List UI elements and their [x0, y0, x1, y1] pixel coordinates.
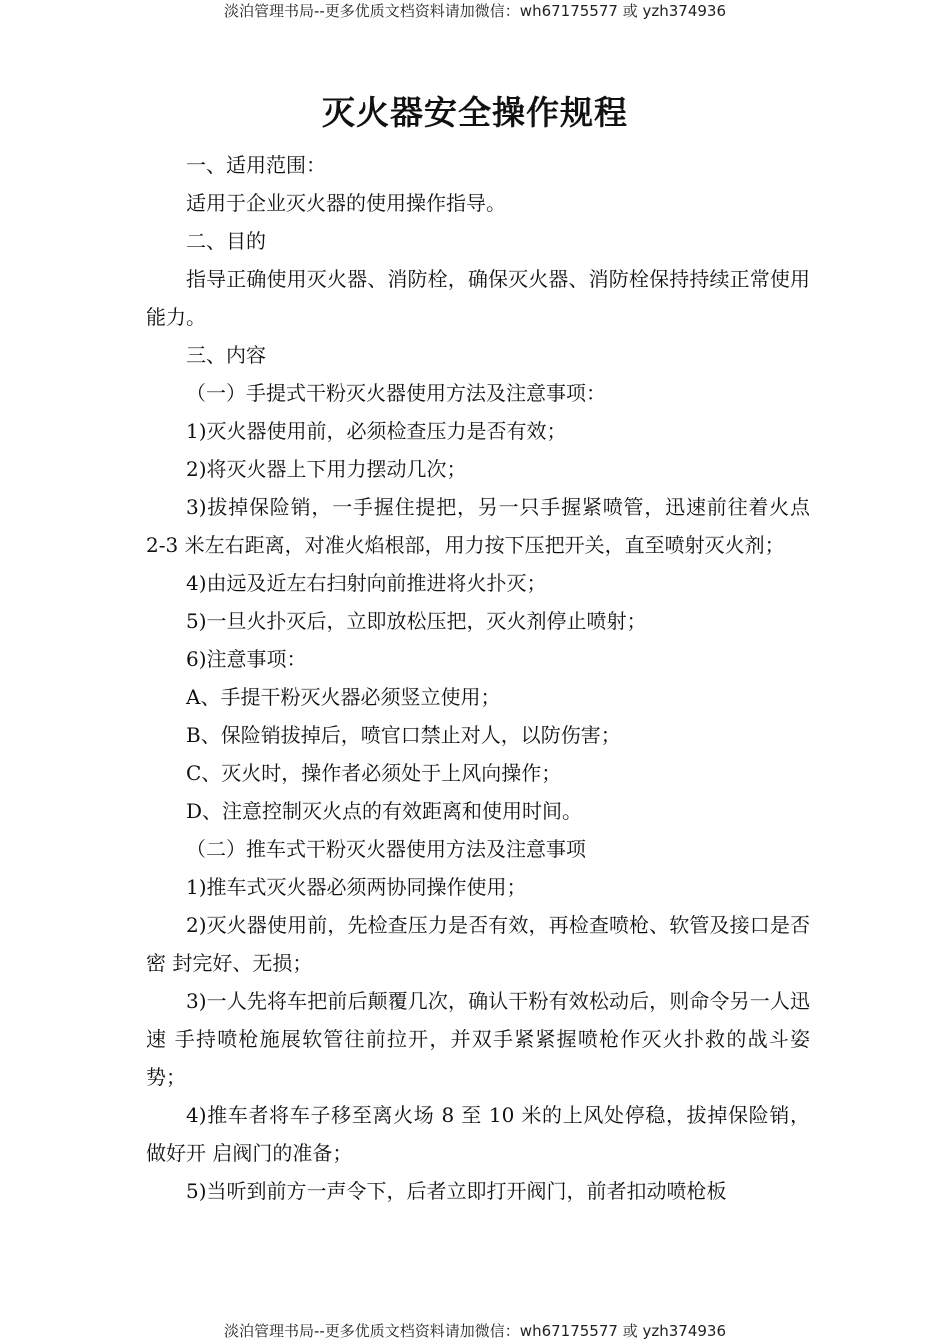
section-heading-content: 三、内容 — [186, 343, 266, 367]
list-item: 5)当听到前方一声令下，后者立即打开阀门，前者扣动喷枪板 — [186, 1179, 727, 1203]
list-item: A、手提干粉灭火器必须竖立使用； — [186, 685, 501, 709]
list-item: 3)一人先将车把前后颠覆几次，确认干粉有效松动后，则命令另一人迅速 手持喷枪施展软管往前拉开，并双手紧紧握喷枪作灭火扑救的战斗姿势； — [146, 989, 810, 1089]
list-item: 4)由远及近左右扫射向前推进将火扑灭； — [186, 571, 547, 595]
paragraph: 适用于企业灭火器的使用操作指导。 — [186, 191, 506, 215]
subsection-heading: （一）手提式干粉灭火器使用方法及注意事项： — [186, 381, 606, 405]
footer-banner: 淡泊管理书局--更多优质文档资料请加微信：wh67175577 或 yzh374936 — [223, 1322, 726, 1340]
document-title: 灭火器安全操作规程 — [322, 93, 628, 132]
list-item: 2)灭火器使用前，先检查压力是否有效，再检查喷枪、软管及接口是否密 封完好、无损； — [146, 913, 810, 975]
document-body — [146, 146, 810, 1210]
list-item: D、注意控制灭火点的有效距离和使用时间。 — [186, 799, 583, 823]
list-item: 3)拔掉保险销，一手握住提把，另一只手握紧喷管，迅速前往着火点 2-3 米左右距离，对准火焰根部，用力按下压把开关，直至喷射灭火剂； — [146, 495, 810, 557]
header-banner: 淡泊管理书局--更多优质文档资料请加微信：wh67175577 或 yzh374936 — [223, 2, 726, 20]
section-heading-scope: 一、适用范围： — [186, 153, 326, 177]
list-item: 2)将灭火器上下用力摆动几次； — [186, 457, 467, 481]
list-item: 4)推车者将车子移至离火场 8 至 10 米的上风处停稳，拔掉保险销，做好开 启阀门的准备； — [146, 1103, 810, 1165]
list-item: B、保险销拔掉后，喷官口禁止对人，以防伤害； — [186, 723, 621, 747]
section-heading-purpose: 二、目的 — [186, 229, 266, 253]
list-item: 1)灭火器使用前，必须检查压力是否有效； — [186, 419, 567, 443]
subsection-heading: （二）推车式干粉灭火器使用方法及注意事项 — [186, 837, 586, 861]
list-item: 5)一旦火扑灭后，立即放松压把，灭火剂停止喷射； — [186, 609, 647, 633]
list-item: 6)注意事项： — [186, 647, 307, 671]
list-item: C、灭火时，操作者必须处于上风向操作； — [186, 761, 562, 785]
list-item: 1)推车式灭火器必须两协同操作使用； — [186, 875, 527, 899]
paragraph: 指导正确使用灭火器、消防栓，确保灭火器、消防栓保持持续正常使用能力。 — [146, 267, 810, 329]
